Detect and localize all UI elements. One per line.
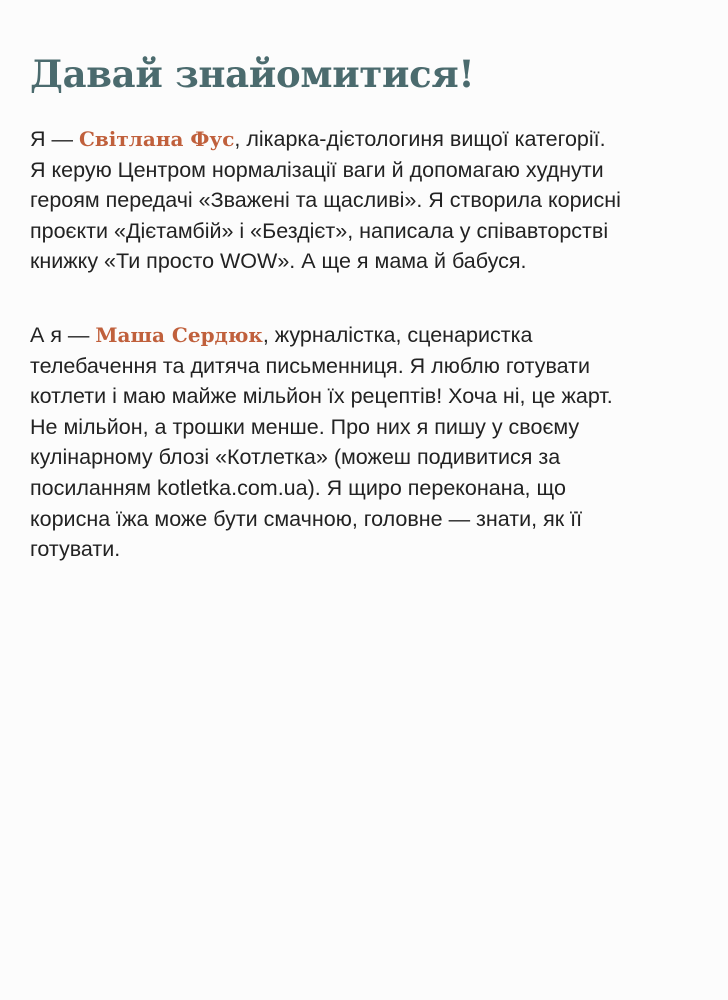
author-intro-svitlana [30, 124, 720, 277]
author-name-svitlana: Світлана Фус [78, 127, 235, 151]
text-line: посиланням kotletka.com.ua). Я щиро переконана, що [30, 475, 566, 500]
author-name-masha: Маша Сердюк [95, 323, 263, 347]
text-line [30, 320, 720, 351]
intro-prefix: А я — [30, 323, 96, 347]
text-line: кулінарному блозі «Котлетка» (можеш подивитися за [30, 445, 561, 470]
text-line: Не мільйон, а трошки менше. Про них я пишу у своєму [30, 414, 580, 439]
intro-line-rest: , журналістка, сценаристка [262, 323, 533, 347]
intro-prefix: Я — [30, 127, 79, 151]
text-line: проєкти «Дієтамбій» і «Бездієт», написала у співавторстві [30, 218, 609, 243]
text-line: героям передачі «Зважені та щасливі». Я створила корисні [30, 188, 621, 213]
text-line: готувати. [30, 537, 121, 562]
page-title: Давай знайомитися! [30, 52, 475, 96]
text-line: Я керую Центром нормалізації ваги й допомагаю худнути [30, 157, 604, 182]
text-line: книжку «Ти просто WOW». А ще я мама й бабуся. [30, 249, 527, 274]
text-line: телебачення та дитяча письменниця. Я люблю готувати [30, 353, 591, 378]
author-intro-masha [30, 320, 720, 565]
text-line: корисна їжа може бути смачною, головне — знати, як її [30, 506, 583, 531]
text-line [30, 124, 720, 155]
text-line: котлети і маю майже мільйон їх рецептів! Хоча ні, це жарт. [30, 384, 613, 409]
intro-line-rest: , лікарка-дієтологиня вищої категорії. [234, 127, 606, 151]
